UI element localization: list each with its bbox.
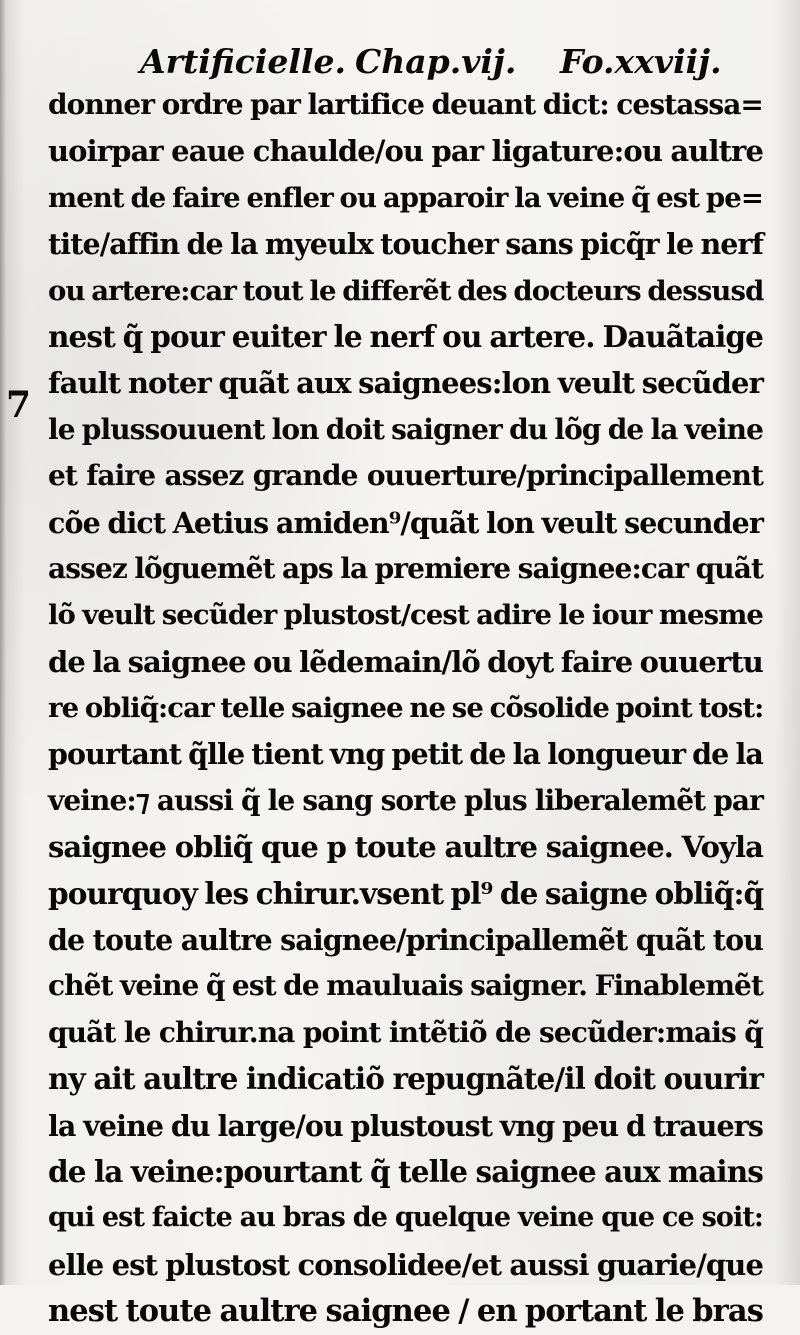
text-line: re obliq̃:car telle saignee ne se cõsolide point tost: (48, 692, 764, 725)
text-line: la veine du large/ou plustoust vng peu d trauers (48, 1108, 763, 1143)
body-text (48, 82, 763, 1335)
text-line: veine:⁊ aussi q̃ le sang sorte plus liberalemẽt par (48, 783, 763, 817)
text-line: le plussouuent lon doit saigner du lõg de la veine (48, 412, 763, 446)
text-line: cõe dict Aetius amiden⁹/quãt lon veult secunder (48, 505, 763, 540)
scan-edge-shadow (0, 0, 6, 1285)
text-line: elle est plustost consolidee/et aussi guarie/que (48, 1247, 763, 1282)
text-line: pourtant q̃lle tient vng petit de la longueur de la (48, 737, 763, 772)
text-line: et faire assez grande ouuerture/principallement (48, 459, 763, 493)
header-chapter: Chap.vij. (355, 42, 517, 81)
text-line: de la veine:pourtant q̃ telle saignee aux mains (48, 1153, 763, 1189)
header-folio: Fo.xxviij. (560, 42, 722, 81)
text-line: tite/affin de la myeulx toucher sans picq̃r le nerf (48, 227, 763, 262)
text-line: chẽt veine q̃ est de mauluais saigner. Finablemẽt (48, 969, 763, 1003)
text-line: quãt le chirur.na point intẽtiõ de secũder:mais q̃ (48, 1015, 763, 1049)
text-line: ny ait aultre indicatiõ repugnãte/il doit ouurir (48, 1061, 763, 1097)
text-line: pourquoy les chirur.vsent pl⁹ de saigne obliq̃:q̃ (48, 875, 764, 911)
text-line: saignee obliq̃ que p toute aultre saignee. Voyla (48, 830, 763, 865)
text-line: qui est faicte au bras de quelque veine que ce soit: (48, 1202, 763, 1234)
text-line: ment de faire enfler ou apparoir la veine q̃ est pe= (48, 181, 763, 214)
text-line: donner ordre par lartifice deuant dict: cestassa= (48, 88, 763, 121)
header-title: Artificielle. (140, 42, 346, 81)
text-line: uoirpar eaue chaulde/ou par ligature:ou aultre (48, 134, 763, 169)
text-line: nest q̃ pour euiter le nerf ou artere. Dauãtaige (48, 318, 763, 354)
text-line: nest toute aultre saignee / en portant le bras (48, 1293, 763, 1330)
text-line: lõ veult secũder plustost/cest adire le iour mesme (48, 599, 763, 632)
margin-number: 7 (6, 384, 32, 426)
text-line: ou artere:car tout le differẽt des docteurs dessusd (48, 274, 764, 307)
text-line: de la saignee ou lẽdemain/lõ doyt faire ouuertu (48, 644, 763, 679)
text-line: assez lõguemẽt aps la premiere saignee:car quãt (48, 551, 763, 585)
text-line: de toute aultre saignee/principallemẽt quãt tou (48, 923, 763, 958)
text-line: fault noter quãt aux saignees:lon veult secũder (48, 366, 763, 401)
